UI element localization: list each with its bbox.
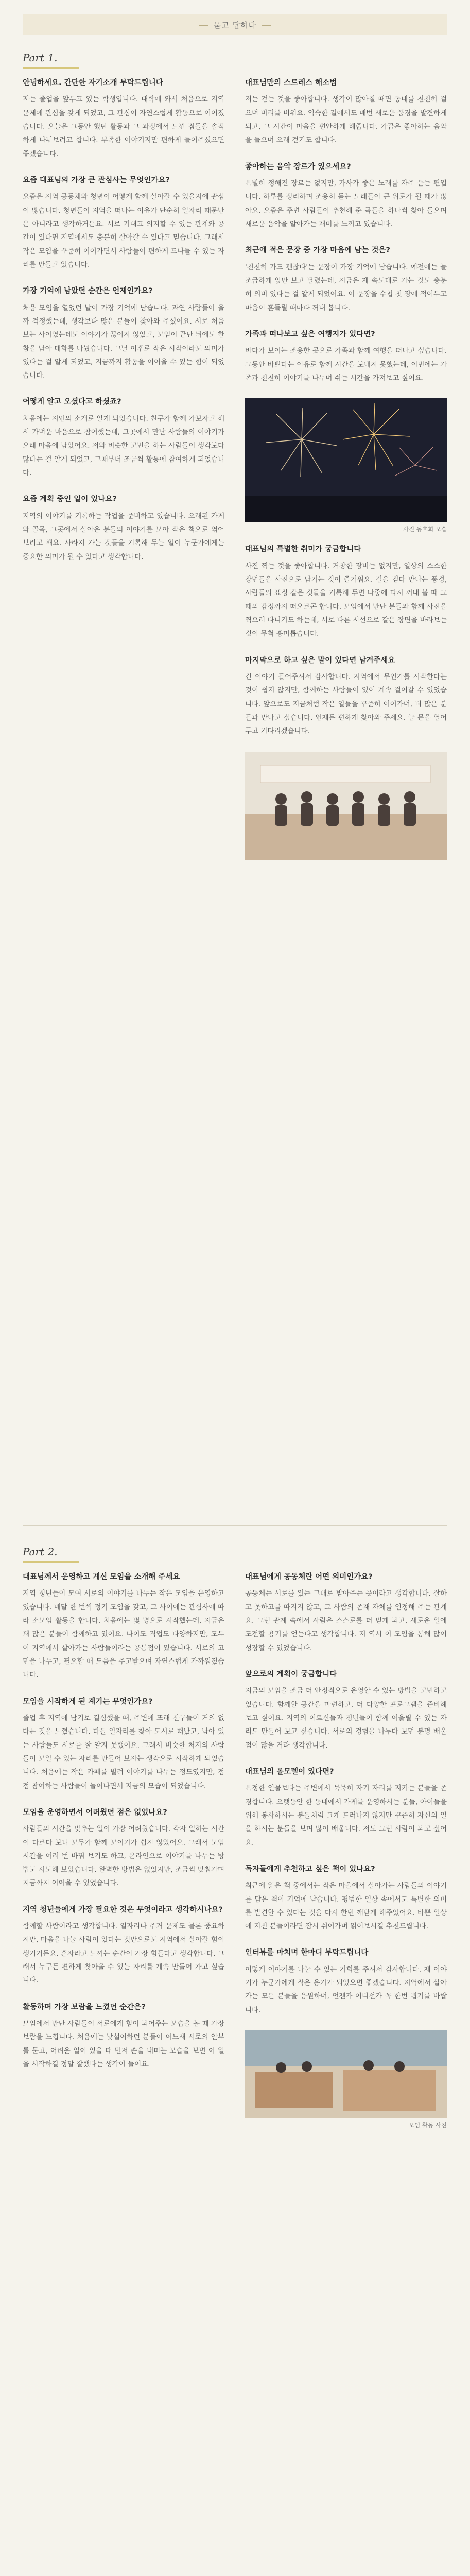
question: 대표님에게 공동체란 어떤 의미인가요? (245, 1573, 373, 1581)
answer: 모임에서 만난 사람들이 서로에게 힘이 되어주는 모습을 볼 때 가장 보람을 느낍니다. 처음에는 낯설어하던 분들이 어느새 서로의 안부를 묻고, 어려운 일이 있을 때 먼저 손을 내미는 모습을 보면 이 일을 시작하길 정말 잘했다는 생각이 들어요. (23, 2020, 224, 2069)
qa-item (245, 543, 447, 640)
activity-photo (245, 2030, 447, 2130)
answer: 이렇게 이야기를 나눌 수 있는 기회를 주셔서 감사합니다. 제 이야기가 누군가에게 작은 용기가 되었으면 좋겠습니다. 지역에서 살아가는 모든 분들을 응원하며, 언젠가 어디선가 꼭 한번 뵙기를 바랍니다. (245, 1965, 447, 2014)
question: 인터뷰를 마치며 한마디 부탁드립니다 (245, 1948, 369, 1957)
answer: 특별히 정해진 장르는 없지만, 가사가 좋은 노래를 자주 듣는 편입니다. 하루를 정리하며 조용히 듣는 노래들이 큰 위로가 될 때가 많아요. 요즘은 주변 사람들이 추천해 준 곡들을 하나씩 찾아 들으며 새로운 음악을 알아가는 재미를 느끼고 있습니다. (245, 179, 447, 228)
part-2-left-column (23, 1571, 224, 2139)
qa-item (23, 174, 224, 272)
part-1-left-column (23, 77, 224, 869)
qa-item (245, 654, 447, 738)
question: 대표님만의 스트레스 해소법 (245, 79, 337, 87)
answer: 저는 걷는 것을 좋아합니다. 생각이 많아질 때면 동네를 천천히 걸으며 머리를 비워요. 익숙한 길에서도 매번 새로운 풍경을 발견하게 되고, 그 시간이 마음을 편안하게 해줍니다. 가끔은 좋아하는 음악을 들으며 오래 걷기도 합니다. (245, 95, 447, 145)
part-1 (23, 52, 447, 869)
question: 가장 기억에 남았던 순간은 언제인가요? (23, 287, 153, 296)
answer: 특정한 인물보다는 주변에서 묵묵히 자기 자리를 지키는 분들을 존경합니다. 오랫동안 한 동네에서 가게를 운영하시는 분들, 아이들을 위해 봉사하시는 분들처럼 크게 드러나지 않지만 꾸준히 자신의 일을 하시는 분들을 보며 많이 배웁니다. 저도 그런 사람이 되고 싶어요. (245, 1784, 447, 1847)
answer: 졸업 후 지역에 남기로 결심했을 때, 주변에 또래 친구들이 거의 없다는 것을 느꼈습니다. 다들 일자리를 찾아 도시로 떠났고, 남아 있는 사람들도 서로를 잘 알지 못했어요. 그래서 비슷한 처지의 사람들이 모일 수 있는 자리를 만들어 보자는 생각으로 시작하게 되었습니다. 처음에는 작은 카페를 빌려 이야기를 나누는 정도였지만, 점점 참여하는 사람들이 늘어나면서 지금의 모습이 되었습니다. (23, 1714, 224, 1790)
qa-item (245, 1668, 447, 1752)
part-1-label: Part 1. (23, 52, 79, 69)
photo-caption: 모임 활동 사진 (409, 2122, 447, 2129)
part-2-label: Part 2. (23, 1546, 79, 1563)
qa-item (245, 1863, 447, 1934)
question: 요즘 계획 중인 일이 있나요? (23, 495, 117, 504)
qa-item (23, 1806, 224, 1890)
answer: 긴 이야기 들어주셔서 감사합니다. 지역에서 무언가를 시작한다는 것이 쉽지 않지만, 함께하는 사람들이 있어 계속 걸어갈 수 있었습니다. 앞으로도 지금처럼 작은 일들을 꾸준히 이어가며, 더 많은 분들과 만나고 싶습니다. 언제든 편하게 찾아와 주세요. 늘 문을 열어두고 기다리겠습니다. (245, 673, 447, 736)
qa-item (23, 2001, 224, 2072)
question: 대표님의 롤모델이 있다면? (245, 1767, 334, 1776)
part-2 (23, 1546, 447, 2139)
question: 마지막으로 하고 싶은 말이 있다면 남겨주세요 (245, 656, 395, 665)
section-header (23, 14, 447, 35)
question: 모임을 시작하게 된 계기는 무엇인가요? (23, 1697, 153, 1706)
answer: '천천히 가도 괜찮다'는 문장이 가장 기억에 남습니다. 예전에는 늘 조급하게 앞만 보고 달렸는데, 지금은 제 속도대로 가는 것도 충분히 의미 있다는 걸 알게 되었어요. 이 문장을 수첩 첫 장에 적어두고 마음이 흔들릴 때마다 꺼내 봅니다. (245, 263, 447, 312)
question: 독자들에게 추천하고 싶은 책이 있나요? (245, 1865, 375, 1873)
question: 좋아하는 음악 장르가 있으세요? (245, 162, 351, 171)
qa-item (23, 1571, 224, 1682)
activity-photo-image (245, 2030, 447, 2118)
question: 요즘 대표님의 가장 큰 관심사는 무엇인가요? (23, 176, 170, 184)
qa-item (245, 1946, 447, 2017)
part-1-right-column (245, 77, 447, 869)
fireworks-photo (245, 398, 447, 534)
qa-item (23, 1904, 224, 1988)
question: 가족과 떠나보고 싶은 여행지가 있다면? (245, 330, 375, 338)
answer: 바다가 보이는 조용한 곳으로 가족과 함께 여행을 떠나고 싶습니다. 그동안 바쁘다는 이유로 함께 시간을 보내지 못했는데, 이번에는 가족과 천천히 이야기를 나누며 쉬는 시간을 가져보고 싶어요. (245, 347, 447, 382)
answer: 지금의 모임을 조금 더 안정적으로 운영할 수 있는 방법을 고민하고 있습니다. 함께할 공간을 마련하고, 더 다양한 프로그램을 준비해 보고 싶어요. 지역의 어르신들과 청년들이 함께 어울릴 수 있는 자리도 만들어 보고 싶습니다. 서로의 경험을 나누다 보면 분명 배울 점이 많을 거라 생각합니다. (245, 1687, 447, 1750)
part-2-right-column (245, 1571, 447, 2139)
answer: 사진 찍는 것을 좋아합니다. 거창한 장비는 없지만, 일상의 소소한 장면들을 사진으로 남기는 것이 즐거워요. 길을 걷다 만나는 풍경, 사람들의 표정 같은 것들을 기록해 두면 나중에 다시 꺼내 볼 때 그때의 감정까지 떠오르곤 합니다. 모임에서 만난 분들과 함께 사진을 찍으러 다니기도 하는데, 서로 다른 시선으로 같은 장면을 바라보는 것이 무척 흥미롭습니다. (245, 562, 447, 638)
answer: 함께할 사람이라고 생각합니다. 일자리나 주거 문제도 물론 중요하지만, 마음을 나눌 사람이 있다는 것만으로도 지역에서 살아갈 힘이 생기거든요. 혼자라고 느끼는 순간이 가장 힘들다고 생각합니다. 그래서 누구든 편하게 찾아올 수 있는 자리를 계속 만들어 가고 싶습니다. (23, 1922, 224, 1985)
answer: 처음 모임을 열었던 날이 가장 기억에 남습니다. 과연 사람들이 올까 걱정했는데, 생각보다 많은 분들이 찾아와 주셨어요. 서로 처음 보는 사이였는데도 이야기가 끊이지 않았고, 모임이 끝난 뒤에도 한참을 남아 대화를 나눴습니다. 그날 이후로 작은 시작이라도 의미가 있다는 걸 알게 되었고, 지금까지 활동을 이어올 수 있는 힘이 되었습니다. (23, 303, 224, 380)
fireworks-image (245, 398, 447, 522)
question: 활동하며 가장 보람을 느꼈던 순간은? (23, 2003, 146, 2011)
answer: 지역 청년들이 모여 서로의 이야기를 나누는 작은 모임을 운영하고 있습니다. 매달 한 번씩 정기 모임을 갖고, 그 사이에는 관심사에 따라 소모임 활동을 합니다. 처음에는 몇 명으로 시작했는데, 지금은 꽤 많은 분들이 함께하고 있어요. 나이도 직업도 다양하지만, 모두 이 지역에서 살아가는 사람들이라는 공통점이 있습니다. 서로의 고민을 나누고, 필요할 때 도움을 주고받으며 자연스럽게 가까워졌습니다. (23, 1589, 224, 1680)
answer: 지역의 이야기를 기록하는 작업을 준비하고 있습니다. 오래된 가게와 골목, 그곳에서 살아온 분들의 이야기를 모아 작은 책으로 엮어보려고 해요. 사라져 가는 것들을 기록해 두는 일이 누군가에게는 중요한 의미가 될 수 있다고 생각합니다. (23, 512, 224, 561)
question: 안녕하세요. 간단한 자기소개 부탁드립니다 (23, 79, 163, 87)
qa-item (245, 244, 447, 315)
part-divider (23, 1525, 447, 1526)
qa-item (245, 1766, 447, 1850)
group-photo-image (245, 752, 447, 860)
question: 모임을 운영하면서 어려웠던 점은 없었나요? (23, 1808, 167, 1817)
answer: 처음에는 지인의 소개로 알게 되었습니다. 친구가 함께 가보자고 해서 가벼운 마음으로 참여했는데, 그곳에서 만난 사람들의 이야기가 오래 마음에 남았어요. 저와 비슷한 고민을 하는 사람들이 생각보다 많다는 걸 알게 되었고, 그때부터 조금씩 활동에 참여하게 되었습니다. (23, 414, 224, 478)
qa-item (245, 161, 447, 231)
qa-item (23, 493, 224, 564)
answer: 공동체는 서로를 있는 그대로 받아주는 곳이라고 생각합니다. 잘하고 못하고를 따지지 않고, 그 사람의 존재 자체를 인정해 주는 관계요. 그런 관계 속에서 사람은 스스로를 더 믿게 되고, 새로운 일에 도전할 용기를 얻는다고 생각합니다. 저 역시 이 모임을 통해 많이 성장할 수 있었습니다. (245, 1589, 447, 1652)
question: 대표님께서 운영하고 계신 모임을 소개해 주세요 (23, 1573, 180, 1581)
group-photo (245, 752, 447, 860)
photo-caption: 사진 동호회 모습 (403, 526, 447, 533)
question: 최근에 적은 문장 중 가장 마음에 남는 것은? (245, 246, 390, 255)
question: 어떻게 알고 오셨다고 하셨죠? (23, 398, 121, 406)
qa-item (23, 396, 224, 480)
qa-item (245, 328, 447, 385)
qa-item (245, 77, 447, 147)
qa-item (245, 1571, 447, 1655)
answer: 최근에 읽은 책 중에서는 작은 마을에서 살아가는 사람들의 이야기를 담은 책이 기억에 남습니다. 평범한 일상 속에서도 특별한 의미를 발견할 수 있다는 것을 다시 한번 깨닫게 해주었어요. 바쁜 일상에 지친 분들이라면 잠시 쉬어가며 읽어보시길 추천드립니다. (245, 1882, 447, 1931)
question: 대표님의 특별한 취미가 궁금합니다 (245, 545, 361, 554)
question: 앞으로의 계획이 궁금합니다 (245, 1670, 337, 1679)
question: 지역 청년들에게 가장 필요한 것은 무엇이라고 생각하시나요? (23, 1905, 223, 1914)
qa-item (23, 1696, 224, 1793)
section-title: 묻고 답하다 (194, 20, 276, 30)
answer: 저는 졸업을 앞두고 있는 학생입니다. 대학에 와서 처음으로 지역 문제에 관심을 갖게 되었고, 그 관심이 자연스럽게 활동으로 이어졌습니다. 오늘은 그동안 했던 활동과 그 과정에서 느낀 점들을 솔직하게 나눠보려고 합니다. 부족한 이야기지만 편하게 들어주셨으면 좋겠습니다. (23, 95, 224, 158)
qa-item (23, 285, 224, 382)
answer: 요즘은 지역 공동체와 청년이 어떻게 함께 살아갈 수 있을지에 관심이 많습니다. 청년들이 지역을 떠나는 이유가 단순히 일자리 때문만은 아니라고 생각하거든요. 서로 기대고 의지할 수 있는 관계와 공간이 있다면 지역에서도 충분히 살아갈 수 있다고 믿습니다. 그래서 작은 모임을 꾸준히 이어가면서 사람들이 편하게 드나들 수 있는 자리를 만들고 있습니다. (23, 193, 224, 269)
qa-item (23, 77, 224, 161)
answer: 사람들의 시간을 맞추는 일이 가장 어려웠습니다. 각자 일하는 시간이 다르다 보니 모두가 함께 모이기가 쉽지 않았어요. 그래서 모임 시간을 여러 번 바꿔 보기도 하고, 온라인으로 이야기를 나누는 방법도 시도해 보았습니다. 완벽한 방법은 없었지만, 조금씩 맞춰가며 지금까지 이어올 수 있었습니다. (23, 1825, 224, 1888)
